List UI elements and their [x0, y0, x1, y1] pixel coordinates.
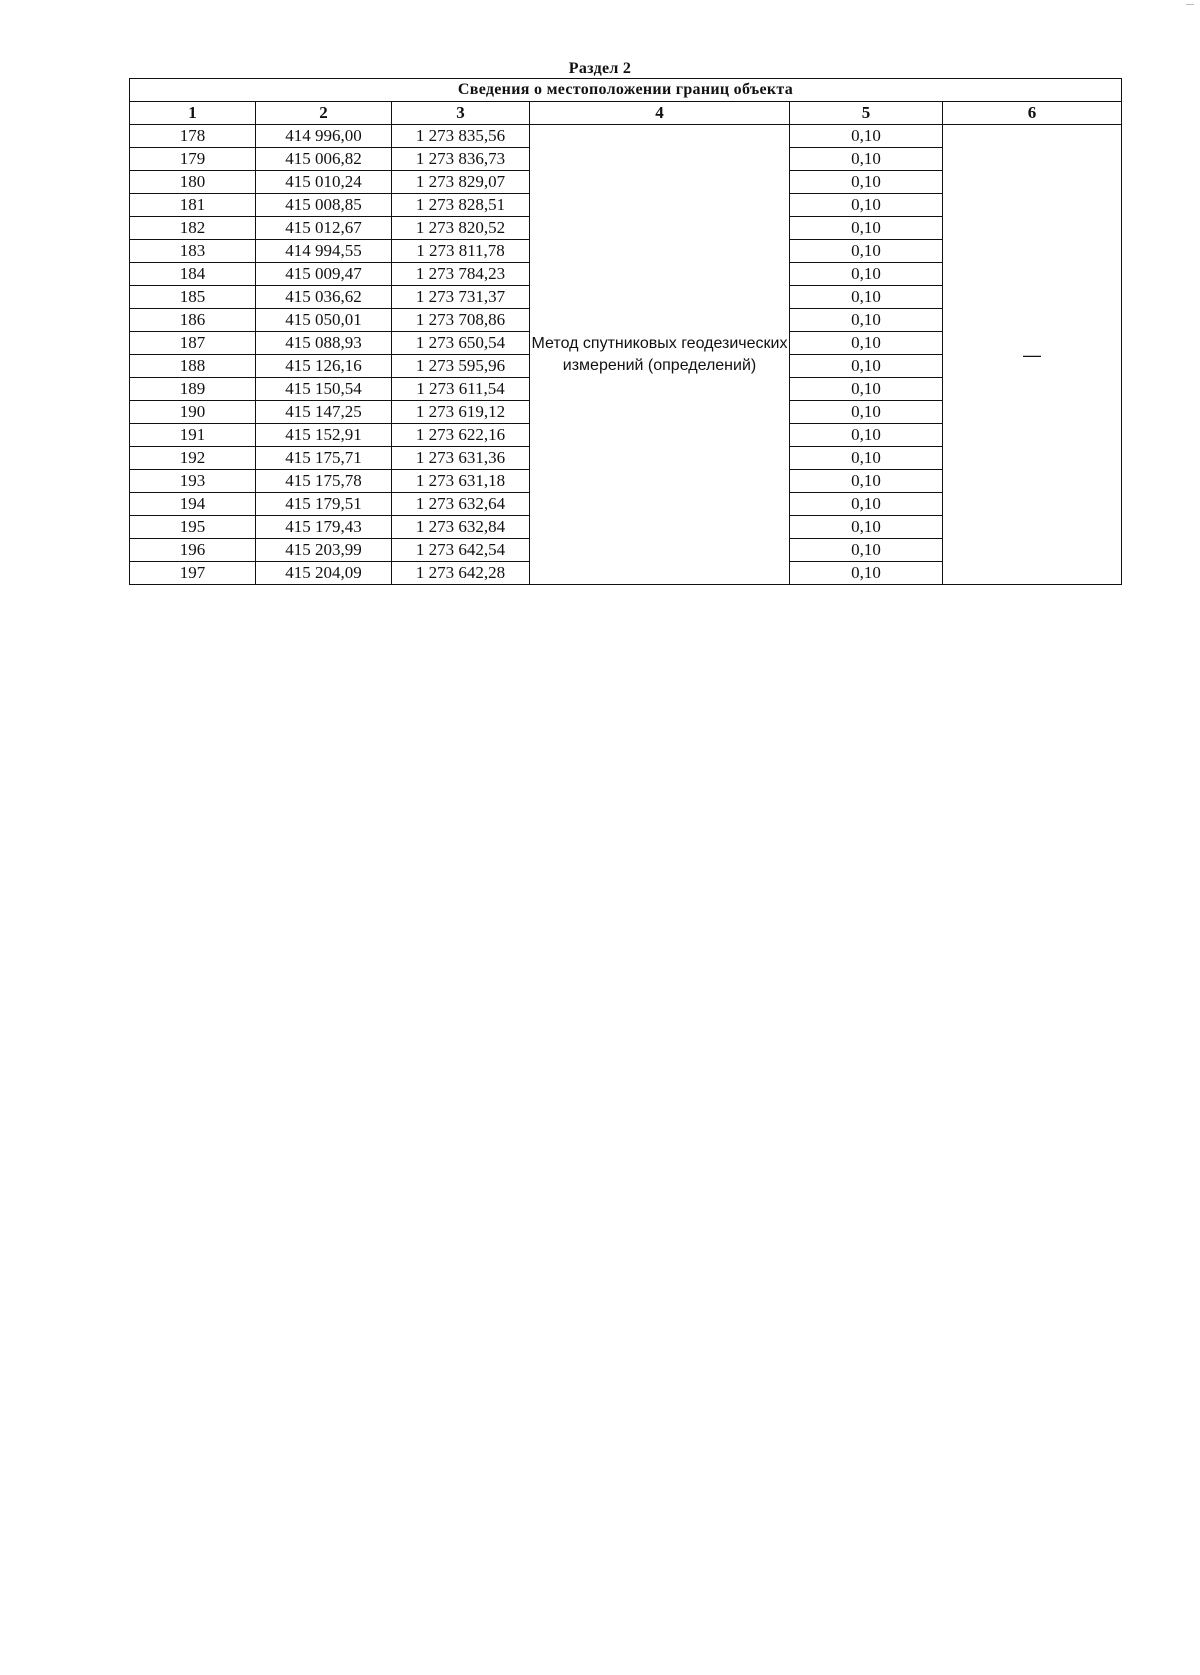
y-coordinate-cell: 1 273 811,78	[392, 240, 530, 263]
point-number-cell: 196	[130, 539, 256, 562]
y-coordinate-cell: 1 273 708,86	[392, 309, 530, 332]
point-number-cell: 191	[130, 424, 256, 447]
column-number-1: 1	[130, 102, 256, 125]
accuracy-cell: 0,10	[790, 562, 943, 585]
column-number-4: 4	[530, 102, 790, 125]
accuracy-cell: 0,10	[790, 263, 943, 286]
y-coordinate-cell: 1 273 632,84	[392, 516, 530, 539]
point-number-cell: 197	[130, 562, 256, 585]
column-number-6: 6	[943, 102, 1122, 125]
accuracy-cell: 0,10	[790, 194, 943, 217]
x-coordinate-cell: 414 996,00	[256, 125, 392, 148]
x-coordinate-cell: 415 175,71	[256, 447, 392, 470]
x-coordinate-cell: 415 179,43	[256, 516, 392, 539]
y-coordinate-cell: 1 273 632,64	[392, 493, 530, 516]
point-number-cell: 192	[130, 447, 256, 470]
point-number-cell: 187	[130, 332, 256, 355]
accuracy-cell: 0,10	[790, 470, 943, 493]
y-coordinate-cell: 1 273 835,56	[392, 125, 530, 148]
x-coordinate-cell: 415 050,01	[256, 309, 392, 332]
accuracy-cell: 0,10	[790, 148, 943, 171]
boundary-coordinates-table	[129, 78, 1122, 585]
x-coordinate-cell: 415 147,25	[256, 401, 392, 424]
accuracy-cell: 0,10	[790, 401, 943, 424]
x-coordinate-cell: 415 152,91	[256, 424, 392, 447]
column-6-dash-cell: —	[943, 125, 1122, 585]
x-coordinate-cell: 415 175,78	[256, 470, 392, 493]
accuracy-cell: 0,10	[790, 309, 943, 332]
x-coordinate-cell: 415 036,62	[256, 286, 392, 309]
column-number-3: 3	[392, 102, 530, 125]
point-number-cell: 193	[130, 470, 256, 493]
y-coordinate-cell: 1 273 828,51	[392, 194, 530, 217]
accuracy-cell: 0,10	[790, 286, 943, 309]
point-number-cell: 194	[130, 493, 256, 516]
x-coordinate-cell: 415 088,93	[256, 332, 392, 355]
x-coordinate-cell: 415 012,67	[256, 217, 392, 240]
column-number-5: 5	[790, 102, 943, 125]
scan-corner-mark	[1186, 4, 1194, 5]
x-coordinate-cell: 415 010,24	[256, 171, 392, 194]
y-coordinate-cell: 1 273 595,96	[392, 355, 530, 378]
accuracy-cell: 0,10	[790, 493, 943, 516]
point-number-cell: 183	[130, 240, 256, 263]
y-coordinate-cell: 1 273 820,52	[392, 217, 530, 240]
x-coordinate-cell: 415 179,51	[256, 493, 392, 516]
x-coordinate-cell: 415 203,99	[256, 539, 392, 562]
y-coordinate-cell: 1 273 631,36	[392, 447, 530, 470]
accuracy-cell: 0,10	[790, 240, 943, 263]
table-body	[130, 125, 1122, 585]
accuracy-cell: 0,10	[790, 539, 943, 562]
y-coordinate-cell: 1 273 631,18	[392, 470, 530, 493]
accuracy-cell: 0,10	[790, 125, 943, 148]
accuracy-cell: 0,10	[790, 355, 943, 378]
accuracy-cell: 0,10	[790, 171, 943, 194]
accuracy-cell: 0,10	[790, 332, 943, 355]
column-number-row	[130, 102, 1122, 125]
point-number-cell: 178	[130, 125, 256, 148]
point-number-cell: 180	[130, 171, 256, 194]
accuracy-cell: 0,10	[790, 447, 943, 470]
point-number-cell: 179	[130, 148, 256, 171]
point-number-cell: 184	[130, 263, 256, 286]
y-coordinate-cell: 1 273 650,54	[392, 332, 530, 355]
y-coordinate-cell: 1 273 611,54	[392, 378, 530, 401]
x-coordinate-cell: 414 994,55	[256, 240, 392, 263]
point-number-cell: 182	[130, 217, 256, 240]
accuracy-cell: 0,10	[790, 378, 943, 401]
y-coordinate-cell: 1 273 784,23	[392, 263, 530, 286]
point-number-cell: 188	[130, 355, 256, 378]
table-caption: Сведения о местоположении границ объекта	[130, 79, 1122, 102]
accuracy-cell: 0,10	[790, 217, 943, 240]
section-title: Раздел 2	[568, 60, 632, 77]
x-coordinate-cell: 415 126,16	[256, 355, 392, 378]
table-row	[130, 125, 1122, 148]
x-coordinate-cell: 415 150,54	[256, 378, 392, 401]
accuracy-cell: 0,10	[790, 516, 943, 539]
y-coordinate-cell: 1 273 622,16	[392, 424, 530, 447]
x-coordinate-cell: 415 009,47	[256, 263, 392, 286]
x-coordinate-cell: 415 006,82	[256, 148, 392, 171]
point-number-cell: 190	[130, 401, 256, 424]
column-number-2: 2	[256, 102, 392, 125]
point-number-cell: 181	[130, 194, 256, 217]
table-caption-row	[130, 79, 1122, 102]
x-coordinate-cell: 415 204,09	[256, 562, 392, 585]
point-number-cell: 186	[130, 309, 256, 332]
y-coordinate-cell: 1 273 829,07	[392, 171, 530, 194]
y-coordinate-cell: 1 273 642,28	[392, 562, 530, 585]
y-coordinate-cell: 1 273 619,12	[392, 401, 530, 424]
method-cell: Метод спутниковых геодезических измерений (определений)	[530, 125, 790, 585]
y-coordinate-cell: 1 273 731,37	[392, 286, 530, 309]
accuracy-cell: 0,10	[790, 424, 943, 447]
point-number-cell: 195	[130, 516, 256, 539]
x-coordinate-cell: 415 008,85	[256, 194, 392, 217]
y-coordinate-cell: 1 273 836,73	[392, 148, 530, 171]
point-number-cell: 189	[130, 378, 256, 401]
y-coordinate-cell: 1 273 642,54	[392, 539, 530, 562]
point-number-cell: 185	[130, 286, 256, 309]
